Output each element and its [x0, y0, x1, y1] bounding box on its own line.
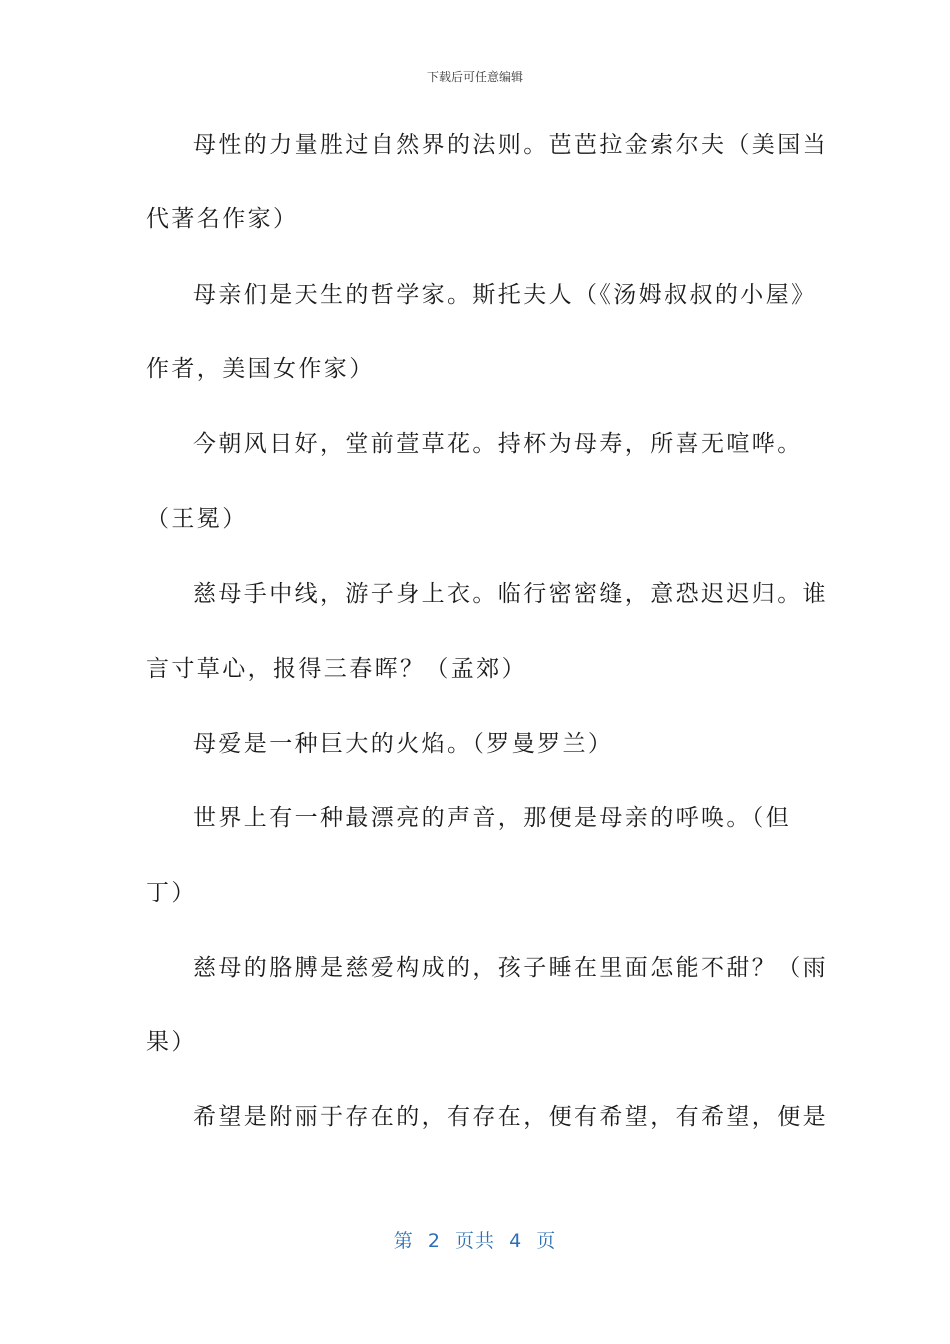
text-line: 言寸草心，报得三春晖？（孟郊） — [146, 656, 527, 682]
text-line: 母爱是一种巨大的火焰。（罗曼罗兰） — [193, 731, 614, 757]
text-line: 代著名作家） — [146, 206, 299, 232]
text-line: 母性的力量胜过自然界的法则。芭芭拉金索尔夫（美国当 — [193, 132, 828, 158]
text-line: 希望是附丽于存在的，有存在，便有希望，有希望，便是 — [193, 1104, 828, 1130]
text-line: 慈母的胳膊是慈爱构成的，孩子睡在里面怎能不甜？（雨 — [193, 955, 828, 981]
text-line: 丁） — [146, 880, 197, 906]
text-line: 世界上有一种最漂亮的声音，那便是母亲的呼唤。（但 — [193, 805, 792, 831]
header-note: 下载后可任意编辑 — [426, 70, 523, 84]
page-number: 第 2 页共 4 页 — [393, 1230, 557, 1252]
text-line: 果） — [146, 1029, 197, 1055]
text-line: 慈母手中线，游子身上衣。临行密密缝，意恐迟迟归。谁 — [193, 581, 828, 607]
text-line: 母亲们是天生的哲学家。斯托夫人（《汤姆叔叔的小屋》 — [193, 282, 817, 308]
text-line: （王冕） — [146, 506, 248, 532]
text-line: 今朝风日好，堂前萱草花。持杯为母寿，所喜无喧哗。 — [193, 431, 803, 457]
text-line: 作者，美国女作家） — [146, 356, 375, 382]
